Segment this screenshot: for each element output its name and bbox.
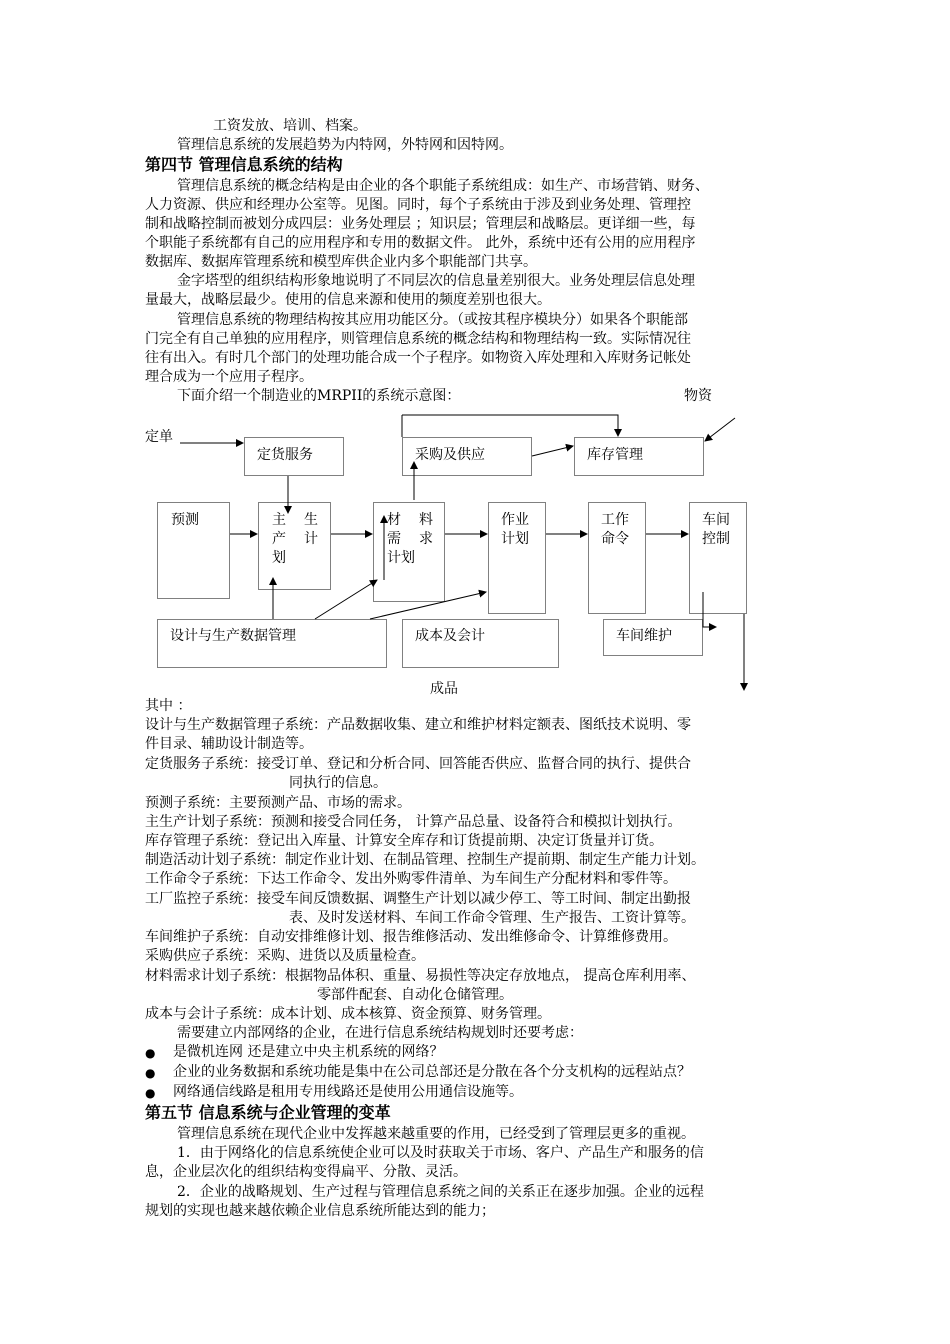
box-label: 主 <box>272 512 286 528</box>
box-caigou-gongying <box>402 437 532 476</box>
text-line: 制和战略控制而被划分成四层：业务处理层 ；知识层；管理层和战略层。更详细一些，每 <box>145 216 696 232</box>
text-line: 量最大，战略层最少。使用的信息来源和使用的频度差别也很大。 <box>145 292 551 308</box>
label-dingdan: 定单 <box>145 429 173 445</box>
box-label: 设计与生产数据管理 <box>170 628 296 644</box>
box-label: 产 <box>272 531 286 547</box>
text-line: 息，企业层次化的组织结构变得扁平、分散、灵活。 <box>145 1164 467 1180</box>
text-line: 工资发放、培训、档案。 <box>213 118 367 134</box>
section-heading: 第五节 信息系统与企业管理的变革 <box>145 1103 391 1122</box>
box-chengben-kuaiji <box>402 619 559 668</box>
text-line: 制造活动计划子系统：制定作业计划、在制品管理、控制生产提前期、制定生产能力计划。 <box>145 852 705 868</box>
text-line: 工作命令子系统：下达工作命令、发出外购零件清单、为车间生产分配材料和零件等。 <box>145 871 677 887</box>
section-heading: 第四节 管理信息系统的结构 <box>145 155 343 174</box>
text-line: 件目录、辅助设计制造等。 <box>145 736 313 752</box>
box-label: 定货服务 <box>257 447 313 463</box>
box-label: 作业 <box>501 512 529 528</box>
text-line: 需要建立内部网络的企业，在进行信息系统结构规划时还要考虑： <box>177 1025 583 1041</box>
list-item: 网络通信线路是租用专用线路还是使用公用通信设施等。 <box>173 1084 523 1100</box>
text-line: 零部件配套、自动化仓储管理。 <box>317 987 513 1003</box>
box-label: 成本及会计 <box>415 628 485 644</box>
text-line: 管理信息系统的物理结构按其应用功能区分。（或按其程序模块分）如果各个职能部 <box>177 312 688 328</box>
box-label: 生 <box>304 512 318 528</box>
text-line: 材料需求计划子系统：根据物品体积、重量、易损性等决定存放地点， 提高仓库利用率、 <box>145 968 696 984</box>
arrow-caigou-to-kucun <box>532 446 573 456</box>
box-chejian-kongzhi <box>689 502 747 614</box>
text-line: 1．由于网络化的信息系统使企业可以及时获取关于市场、客户、产品生产和服务的信 <box>177 1145 704 1161</box>
text-line: 车间维护子系统：自动安排维修计划、报告维修活动、发出维修命令、计算维修费用。 <box>145 929 677 945</box>
text-line: 管理信息系统在现代企业中发挥越来越重要的作用，已经受到了管理层更多的重视。 <box>177 1126 695 1142</box>
text-line: 预测子系统：主要预测产品、市场的需求。 <box>145 795 411 811</box>
text-line: 采购供应子系统：采购、进货以及质量检查。 <box>145 948 425 964</box>
box-dinghuo-fuwu <box>244 437 344 476</box>
text-line: 管理信息系统的发展趋势为内特网，外特网和因特网。 <box>177 137 513 153</box>
text-line: 主生产计划子系统：预测和接受合同任务， 计算产品总量、设备符合和模拟计划执行。 <box>145 814 682 830</box>
box-label: 车间 <box>702 512 730 528</box>
box-label: 求 <box>419 531 433 547</box>
box-label: 计划 <box>387 550 415 566</box>
text-line: 往有出入。有时几个部门的处理功能合成一个子程序。如物资入库处理和入库财务记帐处 <box>145 350 691 366</box>
list-item: 企业的业务数据和系统功能是集中在公司总部还是分散在各个分支机构的远程站点？ <box>173 1064 691 1080</box>
arrow-wuzi-in <box>705 418 735 441</box>
text-line: 其中 ： <box>145 698 192 714</box>
text-line: 成本与会计子系统：成本计划、成本核算、资金预算、财务管理。 <box>145 1006 551 1022</box>
text-line: 2．企业的战略规划、生产过程与管理信息系统之间的关系正在逐步加强。企业的远程 <box>177 1184 704 1200</box>
bullet-icon: ● <box>145 1086 156 1100</box>
text-line: 设计与生产数据管理子系统：产品数据收集、建立和维护材料定额表、图纸技术说明、零 <box>145 717 691 733</box>
text-line: 同执行的信息。 <box>289 775 387 791</box>
box-label: 计 <box>304 531 318 547</box>
text-line: 库存管理子系统：登记出入库量、计算安全库存和订货提前期、决定订货量并订货。 <box>145 833 663 849</box>
text-line: 规划的实现也越来越依赖企业信息系统所能达到的能力； <box>145 1203 495 1219</box>
box-yuce <box>157 502 230 599</box>
bullet-icon: ● <box>145 1066 156 1080</box>
text-line: 个职能子系统都有自己的应用程序和专用的数据文件。 此外，系统中还有公用的应用程序 <box>145 235 696 251</box>
list-item: 是微机连网 还是建立中央主机系统的网络？ <box>173 1044 444 1060</box>
text-line: 数据库、数据库管理系统和模型库供企业内多个职能部门共享。 <box>145 254 537 270</box>
box-zuoye-jihua <box>488 502 546 614</box>
box-label: 料 <box>419 512 433 528</box>
box-label: 材 <box>387 512 401 528</box>
box-label: 车间维护 <box>616 628 672 644</box>
text-line: 管理信息系统的概念结构是由企业的各个职能子系统组成：如生产、市场营销、财务、 <box>177 178 709 194</box>
box-label: 采购及供应 <box>415 447 485 463</box>
text-line: 定货服务子系统：接受订单、登记和分析合同、回答能否供应、监督合同的执行、提供合 <box>145 756 691 772</box>
box-label: 预测 <box>171 512 199 528</box>
box-sheji-shengchan-shuju <box>157 619 387 668</box>
text-line: 表、及时发送材料、车间工作命令管理、生产报告、工资计算等。 <box>289 910 695 926</box>
arrow-top-loop <box>402 415 618 436</box>
box-chejian-weihu <box>603 619 703 656</box>
box-label: 需 <box>387 531 401 547</box>
text-line: 人力资源、供应和经理办公室等。见图。同时，每个子系统由于涉及到业务处理、管理控 <box>145 197 691 213</box>
box-label: 计划 <box>501 531 529 547</box>
box-zhu-shengchan-jihua <box>258 502 331 590</box>
label-wuzi: 物资 <box>684 388 712 404</box>
box-cailiao-xuqiu-jihua <box>373 502 445 602</box>
label-chengpin: 成品 <box>430 681 458 697</box>
text-line: 金字塔型的组织结构形象地说明了不同层次的信息量差别很大。业务处理层信息处理 <box>177 273 695 289</box>
bullet-icon: ● <box>145 1046 156 1060</box>
text-line: 理合成为一个应用子程序。 <box>145 369 313 385</box>
text-line: 下面介绍一个制造业的MRPII的系统示意图： <box>177 388 461 404</box>
box-label: 控制 <box>702 531 730 547</box>
box-label: 库存管理 <box>587 447 643 463</box>
box-label: 划 <box>272 550 286 566</box>
box-gongzuo-mingling <box>588 502 646 614</box>
box-kucun-guanli <box>574 437 704 476</box>
box-label: 命令 <box>601 531 629 547</box>
text-line: 工厂监控子系统：接受车间反馈数据、调整生产计划以减少停工、等工时间、制定出勤报 <box>145 891 691 907</box>
box-label: 工作 <box>601 512 629 528</box>
text-line: 门完全有自己单独的应用程序，则管理信息系统的概念结构和物理结构一致。实际情况往 <box>145 331 691 347</box>
